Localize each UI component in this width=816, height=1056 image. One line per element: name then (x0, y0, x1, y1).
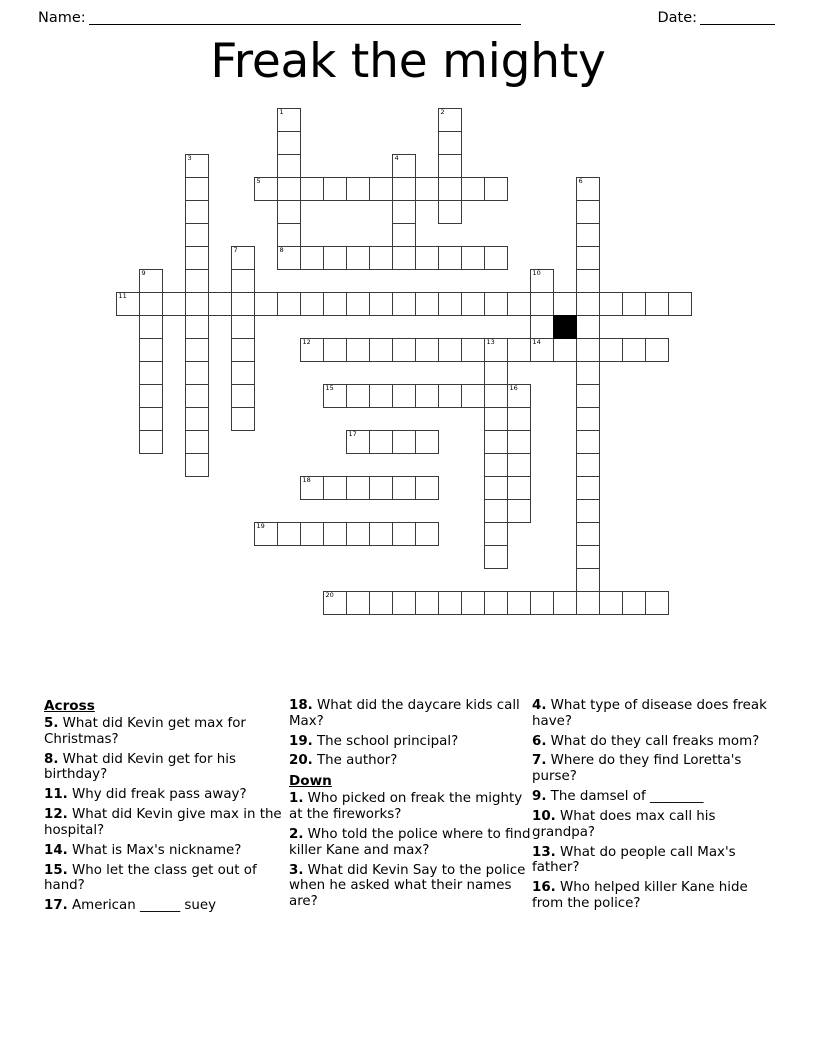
clue-number: 16. (532, 880, 556, 896)
clue-number: 9. (532, 789, 547, 805)
clue-number: 20. (289, 753, 313, 769)
grid-cell[interactable] (392, 223, 416, 247)
grid-cell[interactable] (139, 338, 163, 362)
clue-column-3 (532, 698, 772, 916)
grid-cell[interactable] (323, 476, 347, 500)
grid-cell[interactable] (438, 246, 462, 270)
grid-cell[interactable] (323, 384, 347, 408)
grid-cell[interactable] (369, 522, 393, 546)
grid-cell[interactable] (323, 338, 347, 362)
grid-cell[interactable] (323, 292, 347, 316)
clue-item (44, 752, 289, 784)
grid-cell[interactable] (553, 591, 577, 615)
grid-cell[interactable] (530, 269, 554, 293)
clue-number: 3. (289, 862, 304, 878)
grid-cell[interactable] (139, 430, 163, 454)
grid-cell[interactable] (369, 430, 393, 454)
grid-cell[interactable] (277, 131, 301, 155)
grid-cell[interactable] (599, 591, 623, 615)
grid-cell[interactable] (507, 430, 531, 454)
grid-cell[interactable] (277, 246, 301, 270)
grid-cell[interactable] (438, 338, 462, 362)
grid-cell[interactable] (323, 246, 347, 270)
clue-item (289, 827, 532, 859)
grid-cell[interactable] (415, 476, 439, 500)
grid-cell[interactable] (277, 522, 301, 546)
grid-cell[interactable] (507, 292, 531, 316)
grid-cell[interactable] (438, 292, 462, 316)
grid-cell[interactable] (185, 407, 209, 431)
grid-cell[interactable] (576, 246, 600, 270)
clue-text: Who helped killer Kane hide from the police? (532, 880, 748, 911)
grid-cell[interactable] (576, 430, 600, 454)
clue-item (532, 789, 772, 805)
grid-cell[interactable] (507, 591, 531, 615)
grid-cell[interactable] (185, 292, 209, 316)
grid-cell[interactable] (599, 292, 623, 316)
grid-cell[interactable] (576, 292, 600, 316)
grid-cell[interactable] (277, 292, 301, 316)
clue-number: 19. (289, 733, 313, 749)
grid-cell[interactable] (185, 269, 209, 293)
grid-cell[interactable] (369, 338, 393, 362)
grid-cell[interactable] (576, 384, 600, 408)
grid-cell-number: 19 (256, 521, 265, 530)
grid-cell[interactable] (346, 430, 370, 454)
grid-cell[interactable] (277, 200, 301, 224)
grid-cell[interactable] (530, 338, 554, 362)
grid-cell[interactable] (392, 476, 416, 500)
clue-number: 14. (44, 842, 68, 858)
grid-cell[interactable] (300, 246, 324, 270)
clue-number: 1. (289, 791, 304, 807)
clue-number: 5. (44, 716, 59, 732)
grid-cell[interactable] (576, 200, 600, 224)
grid-cell[interactable] (576, 407, 600, 431)
grid-cell[interactable] (392, 338, 416, 362)
grid-cell[interactable] (484, 591, 508, 615)
grid-cell[interactable] (438, 591, 462, 615)
grid-cell[interactable] (507, 407, 531, 431)
clue-item (532, 698, 772, 730)
clue-number: 7. (532, 753, 547, 769)
grid-cell[interactable] (346, 338, 370, 362)
grid-cell[interactable] (415, 338, 439, 362)
grid-cell[interactable] (185, 200, 209, 224)
grid-cell[interactable] (415, 522, 439, 546)
grid-cell[interactable] (484, 499, 508, 523)
grid-cell[interactable] (668, 292, 692, 316)
grid-cell-number: 13 (486, 337, 495, 346)
grid-cell[interactable] (553, 338, 577, 362)
grid-cell[interactable] (576, 568, 600, 592)
grid-cell[interactable] (139, 269, 163, 293)
grid-cell-number: 4 (394, 153, 399, 162)
grid-cell[interactable] (576, 522, 600, 546)
grid-cell[interactable] (185, 246, 209, 270)
grid-cell[interactable] (392, 591, 416, 615)
grid-cell[interactable] (139, 361, 163, 385)
grid-cell[interactable] (346, 246, 370, 270)
grid-cell-number: 14 (532, 337, 541, 346)
grid-cell[interactable] (645, 338, 669, 362)
grid-cell[interactable] (300, 338, 324, 362)
grid-cell[interactable] (622, 292, 646, 316)
grid-cell[interactable] (254, 522, 278, 546)
grid-cell[interactable] (231, 269, 255, 293)
grid-cell[interactable] (484, 292, 508, 316)
grid-cell[interactable] (484, 407, 508, 431)
clue-text: The damsel of ________ (550, 789, 704, 805)
clue-text: What did Kevin get max for Christmas? (44, 716, 246, 747)
clue-text: Who picked on freak the mighty at the fireworks? (289, 791, 523, 823)
grid-cell[interactable] (484, 453, 508, 477)
name-label: Name: (38, 10, 86, 26)
grid-cell[interactable] (277, 108, 301, 132)
grid-cell[interactable] (415, 591, 439, 615)
grid-cell[interactable] (576, 499, 600, 523)
clue-text: American ______ suey (72, 898, 217, 914)
grid-cell[interactable] (438, 108, 462, 132)
grid-cell[interactable] (139, 315, 163, 339)
clue-text: What do they call freaks mom? (550, 733, 760, 749)
grid-cell[interactable] (576, 269, 600, 293)
grid-cell[interactable] (300, 476, 324, 500)
clue-item (532, 880, 772, 912)
grid-cell-number: 6 (578, 176, 583, 185)
grid-cell[interactable] (300, 522, 324, 546)
clue-text: Who let the class get out of hand? (44, 862, 257, 894)
clue-column-1 (44, 698, 289, 918)
grid-cell[interactable] (185, 453, 209, 477)
grid-cell-number: 3 (187, 153, 192, 162)
grid-cell-number: 5 (256, 176, 261, 185)
grid-cell[interactable] (185, 154, 209, 178)
grid-cell[interactable] (599, 338, 623, 362)
clue-item (44, 843, 289, 859)
clue-item (532, 845, 772, 877)
grid-cell[interactable] (277, 154, 301, 178)
grid-cell[interactable] (231, 246, 255, 270)
grid-cell[interactable] (484, 522, 508, 546)
clue-number: 17. (44, 898, 68, 914)
grid-cell[interactable] (507, 499, 531, 523)
grid-cell[interactable] (369, 177, 393, 201)
clue-text: What did Kevin get for his birthday? (44, 751, 236, 783)
grid-cell[interactable] (254, 177, 278, 201)
clue-text: Where do they find Loretta's purse? (532, 753, 742, 785)
grid-cell[interactable] (185, 315, 209, 339)
grid-cell[interactable] (553, 292, 577, 316)
grid-cell-number: 15 (325, 383, 334, 392)
clue-number: 4. (532, 698, 547, 713)
grid-cell[interactable] (231, 315, 255, 339)
clue-column-2 (289, 698, 532, 914)
grid-cell[interactable] (185, 384, 209, 408)
grid-cell[interactable] (231, 338, 255, 362)
grid-cell[interactable] (461, 177, 485, 201)
clue-item (532, 753, 772, 785)
clue-item (289, 863, 532, 910)
clue-text: What does max call his grandpa? (532, 808, 716, 840)
grid-cell[interactable] (369, 384, 393, 408)
clue-text: What is Max's nickname? (72, 842, 242, 858)
grid-cell[interactable] (415, 292, 439, 316)
clue-text: Why did freak pass away? (72, 787, 247, 803)
grid-cell[interactable] (645, 591, 669, 615)
grid-cell[interactable] (507, 384, 531, 408)
grid-cell[interactable] (208, 292, 232, 316)
clue-item (532, 734, 772, 750)
grid-cell[interactable] (139, 407, 163, 431)
grid-cell[interactable] (438, 384, 462, 408)
grid-cell[interactable] (484, 430, 508, 454)
grid-cell[interactable] (231, 384, 255, 408)
grid-cell[interactable] (530, 292, 554, 316)
grid-cell[interactable] (231, 407, 255, 431)
clue-text: What did Kevin Say to the police when he asked what their names are? (289, 862, 526, 910)
grid-cell[interactable] (369, 591, 393, 615)
page-title: Freak the mighty (210, 34, 606, 89)
grid-cell[interactable] (369, 476, 393, 500)
clue-item (44, 716, 289, 748)
grid-cell[interactable] (461, 246, 485, 270)
grid-cell[interactable] (576, 338, 600, 362)
clue-text: What type of disease does freak have? (532, 698, 767, 729)
grid-cell[interactable] (461, 384, 485, 408)
clue-item (44, 863, 289, 895)
clue-number: 15. (44, 862, 68, 878)
grid-cell[interactable] (438, 177, 462, 201)
grid-cell[interactable] (484, 476, 508, 500)
grid-cell[interactable] (392, 384, 416, 408)
clue-number: 2. (289, 826, 304, 842)
grid-cell[interactable] (576, 453, 600, 477)
clue-text: The school principal? (317, 733, 459, 749)
grid-cell[interactable] (484, 384, 508, 408)
grid-cell-number: 12 (302, 337, 311, 346)
grid-cell[interactable] (185, 338, 209, 362)
grid-cell[interactable] (438, 131, 462, 155)
grid-cell-number: 1 (279, 107, 284, 116)
grid-cell[interactable] (254, 292, 278, 316)
grid-cell[interactable] (392, 177, 416, 201)
grid-cell[interactable] (162, 292, 186, 316)
grid-cell[interactable] (346, 476, 370, 500)
clue-number: 11. (44, 787, 68, 803)
grid-cell[interactable] (507, 338, 531, 362)
clue-item (44, 898, 289, 914)
grid-cell[interactable] (576, 361, 600, 385)
grid-cell[interactable] (415, 177, 439, 201)
grid-cell[interactable] (461, 338, 485, 362)
clue-text: What do people call Max's father? (532, 844, 736, 876)
grid-cell[interactable] (484, 338, 508, 362)
grid-cell[interactable] (530, 591, 554, 615)
grid-cell[interactable] (392, 154, 416, 178)
grid-cell[interactable] (438, 154, 462, 178)
grid-cell[interactable] (277, 223, 301, 247)
grid-cell[interactable] (415, 430, 439, 454)
grid-cell-number: 11 (118, 291, 127, 300)
clue-text: What did Kevin give max in the hospital? (44, 807, 282, 838)
clue-number: 12. (44, 807, 68, 823)
grid-cell[interactable] (484, 246, 508, 270)
grid-cell[interactable] (346, 591, 370, 615)
grid-cell[interactable] (576, 476, 600, 500)
clue-number: 10. (532, 808, 556, 824)
clue-number: 18. (289, 698, 313, 713)
grid-cell[interactable] (461, 591, 485, 615)
grid-cell[interactable] (139, 384, 163, 408)
grid-cell[interactable] (622, 591, 646, 615)
grid-cell[interactable] (300, 292, 324, 316)
grid-cell[interactable] (323, 177, 347, 201)
clue-text: What did the daycare kids call Max? (289, 698, 520, 729)
grid-cell[interactable] (392, 246, 416, 270)
grid-cell[interactable] (392, 292, 416, 316)
clue-text: Who told the police where to find killer Kane and max? (289, 826, 531, 858)
grid-cell[interactable] (645, 292, 669, 316)
clue-item (289, 791, 532, 823)
grid-cell[interactable] (576, 545, 600, 569)
grid-cell-number: 9 (141, 268, 146, 277)
grid-cell[interactable] (392, 200, 416, 224)
grid-cell-number: 10 (532, 268, 541, 277)
grid-cell[interactable] (231, 361, 255, 385)
clue-item (44, 787, 289, 803)
clue-lists (0, 698, 816, 918)
down-heading: Down (289, 773, 332, 790)
grid-cell-number: 20 (325, 590, 334, 599)
grid-cell[interactable] (622, 338, 646, 362)
grid-cell[interactable] (323, 591, 347, 615)
grid-cell-number: 8 (279, 245, 284, 254)
grid-cell[interactable] (185, 177, 209, 201)
date-label: Date: (657, 10, 697, 26)
clue-item (289, 698, 532, 730)
grid-cell[interactable] (461, 292, 485, 316)
grid-cell[interactable] (392, 430, 416, 454)
grid-cell[interactable] (185, 430, 209, 454)
grid-cell[interactable] (530, 315, 554, 339)
grid-cell[interactable] (484, 177, 508, 201)
grid-cell[interactable] (576, 315, 600, 339)
grid-cell[interactable] (484, 361, 508, 385)
grid-cell[interactable] (346, 384, 370, 408)
grid-cell[interactable] (346, 292, 370, 316)
grid-cell[interactable] (369, 246, 393, 270)
clue-number: 13. (532, 844, 556, 860)
grid-cell[interactable] (277, 177, 301, 201)
clue-number: 6. (532, 733, 547, 749)
clue-item (44, 807, 289, 839)
clue-item (289, 753, 532, 769)
across-heading: Across (44, 698, 95, 714)
grid-cell[interactable] (484, 545, 508, 569)
grid-cell[interactable] (507, 476, 531, 500)
clue-item (532, 809, 772, 841)
grid-cell[interactable] (231, 292, 255, 316)
grid-cell[interactable] (507, 453, 531, 477)
grid-cell[interactable] (323, 522, 347, 546)
grid-cell[interactable] (415, 384, 439, 408)
grid-cell[interactable] (346, 522, 370, 546)
grid-cell[interactable] (185, 223, 209, 247)
grid-cell[interactable] (438, 200, 462, 224)
grid-cell[interactable] (346, 177, 370, 201)
grid-cell-number: 16 (509, 383, 518, 392)
grid-cell[interactable] (185, 361, 209, 385)
grid-cell-number: 18 (302, 475, 311, 484)
grid-cell[interactable] (576, 223, 600, 247)
grid-cell[interactable] (369, 292, 393, 316)
grid-cell[interactable] (576, 177, 600, 201)
grid-cell-blocked (553, 315, 577, 339)
grid-cell-number: 2 (440, 107, 445, 116)
grid-cell[interactable] (300, 177, 324, 201)
grid-cell[interactable] (139, 292, 163, 316)
grid-cell-number: 7 (233, 245, 238, 254)
grid-cell[interactable] (392, 522, 416, 546)
clue-item (289, 734, 532, 750)
clue-text: The author? (317, 753, 398, 769)
clue-number: 8. (44, 751, 59, 767)
grid-cell[interactable] (116, 292, 140, 316)
grid-cell-number: 17 (348, 429, 357, 438)
grid-cell[interactable] (576, 591, 600, 615)
grid-cell[interactable] (415, 246, 439, 270)
